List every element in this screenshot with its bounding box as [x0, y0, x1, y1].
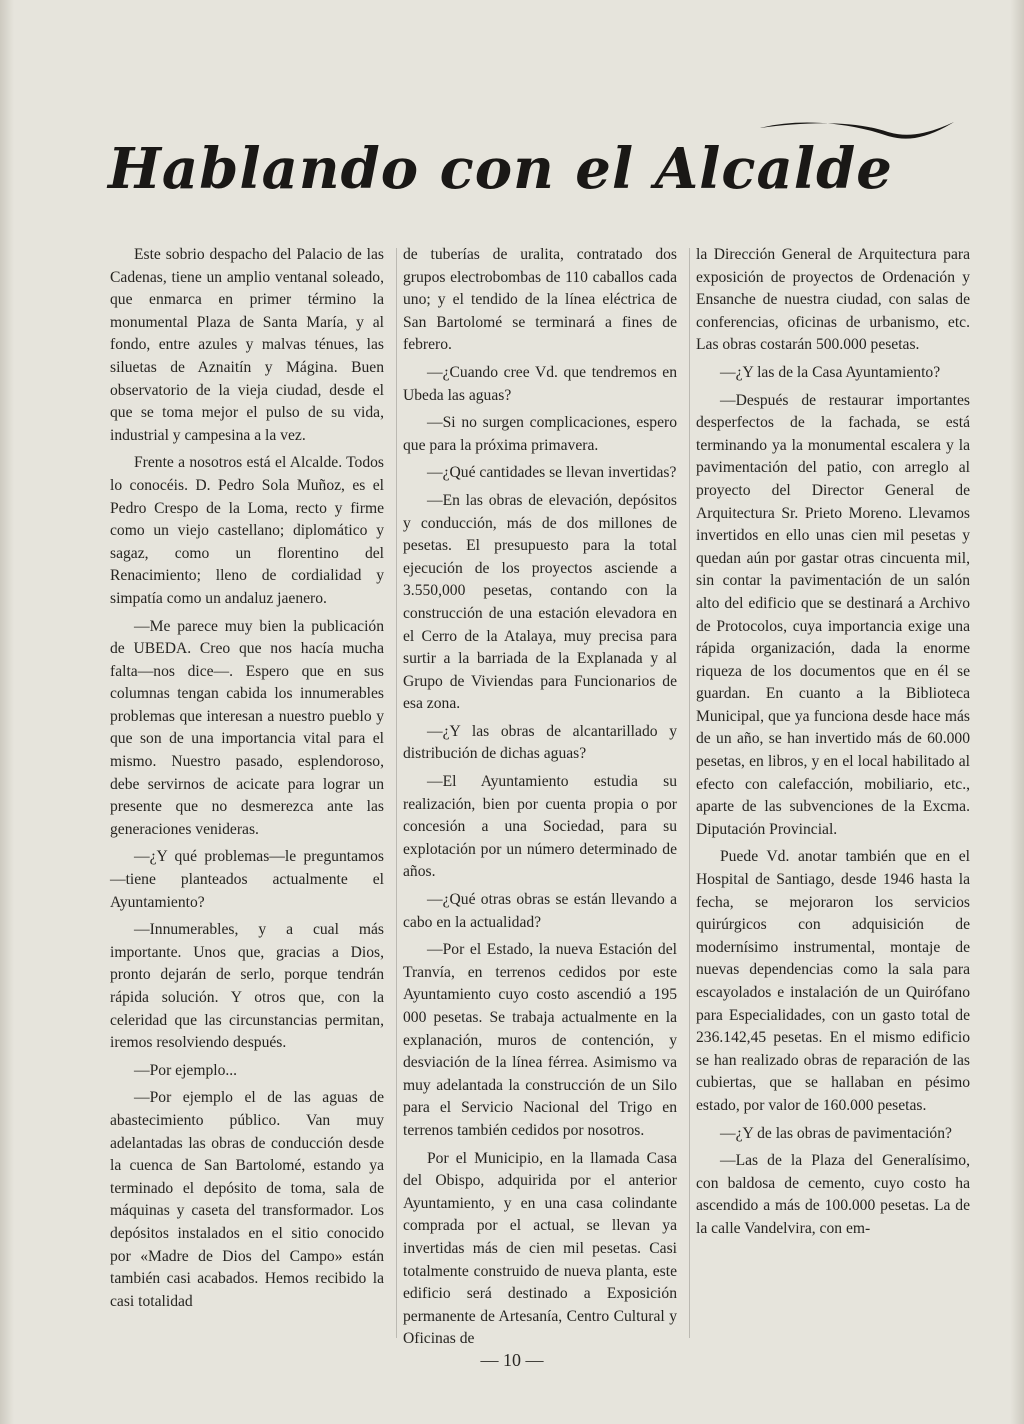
article-paragraph: —Por ejemplo el de las aguas de abastecimiento público. Van muy adelantadas las obras de conducción desde la cuenca de San Bartolomé, estando ya terminado el depósito de toma, sala de máquinas y caseta del transformador. Los depósitos instalados en el sitio conocido por «Madre de Dios del Campo» están también casi acabados. Hemos recibido la casi totalidad: [110, 1089, 384, 1310]
article-paragraph: —Por ejemplo...: [134, 1061, 238, 1079]
article-paragraph: —Las de la Plaza del Generalísimo, con baldosa de cemento, cuyo costo ha ascendido a más de 100.000 pesetas. La de la calle Vandelvira, con em-: [696, 1152, 970, 1237]
article-paragraph: —Si no surgen complicaciones, espero que para la próxima primavera.: [403, 414, 677, 454]
article-body: [110, 244, 970, 1348]
article-paragraph: —El Ayuntamiento estudia su realización, bien por cuenta propia o por concesión a una Sociedad, para su explotación por un número determinado de años.: [403, 773, 677, 881]
article-paragraph: —Por el Estado, la nueva Estación del Tranvía, en terrenos cedidos por este Ayuntamiento cuyo costo ascendió a 195 000 pesetas. Se trabaja actualmente en la explanación, muros de contención, y desviación de la línea férrea. Asimismo va muy adelantada la construcción de un Silo para el Servicio Nacional del Trigo en terrenos también cedidos por nosotros.: [403, 941, 677, 1139]
page-number: — 10 —: [480, 1350, 544, 1370]
article-paragraph: Por el Municipio, en la llamada Casa del Obispo, adquirida por el anterior Ayuntamiento, y en una casa colindante comprada por el actual, se llevan ya invertidas más de cien mil pesetas. Casi totalmente construido de nueva planta, este edificio será destinado a Exposición permanente de Artesanía, Centro Cultural y Oficinas de: [403, 1149, 677, 1348]
article-paragraph: —Me parece muy bien la publicación de UBEDA. Creo que nos hacía mucha falta—nos dice—. Espero que en sus columnas tengan cabida los innumerables problemas que interesan a nuestro pueblo y que son de una importancia vital para el mismo. Nuestro pasado, esplendoroso, debe servirnos de acicate para lograr un presente que no desmerezca ante las generaciones venideras.: [110, 617, 384, 838]
article-column-1: [110, 244, 384, 1334]
article-paragraph: —¿Qué otras obras se están llevando a cabo en la actualidad?: [403, 891, 677, 931]
article-paragraph: —¿Qué cantidades se llevan invertidas?: [427, 464, 677, 482]
page-edge-shadow-right: [1010, 0, 1024, 1424]
article-paragraph: —¿Y de las obras de pavimentación?: [720, 1124, 952, 1142]
decorative-swash-icon: [758, 108, 958, 148]
article-column-2: [403, 244, 677, 1348]
article-paragraph: —¿Cuando cree Vd. que tendremos en Ubeda las aguas?: [403, 363, 677, 404]
article-paragraph: la Dirección General de Arquitectura para exposición de proyectos de Ordenación y Ensanche de nuestra ciudad, con salas de conferencias, oficinas de urbanismo, etc. Las obras costarán 500.000 pesetas.: [696, 246, 970, 354]
article-paragraph: Este sobrio despacho del Palacio de las Cadenas, tiene un amplio ventanal soleado, que enmarca en primer término la monumental Plaza de Santa María, y al fondo, entre azules y malvas ténues, las siluetas de Aznaitín y Mágina. Buen observatorio de la vieja ciudad, desde el que se toma mejor el pulso de su vida, industrial y campesina a la vez.: [110, 246, 384, 444]
article-paragraph: —¿Y las de la Casa Ayuntamiento?: [720, 363, 941, 381]
article-paragraph: —Después de restaurar importantes desperfectos de la fachada, se está terminando ya la monumental escalera y la pavimentación del patio, con arreglo al proyecto del Director General de Arquitectura Sr. Prieto Moreno. Llevamos invertidos en ello unas cien mil pesetas y quedan aún por gastar otras cincuenta mil, sin contar la pavimentación de un salón alto del edificio que se destinará a Archivo de Protocolos, cuya importancia exige una rápida organización, dada la enorme riqueza de los documentos que en él se guardan. En cuanto a la Biblioteca Municipal, que ya funciona desde hace más de un año, se han invertido más de 60.000 pesetas, en libros, y en el local habilitado al efecto con calefacción, mobiliario, etc., aparte de las subvenciones de la Excma. Diputación Provincial.: [696, 391, 970, 838]
article-headline: Hablando con el Alcalde: [108, 135, 893, 202]
article-paragraph: —¿Y qué problemas—le preguntamos—tiene planteados actualmente el Ayuntamiento?: [110, 848, 384, 911]
article-paragraph: —Innumerables, y a cual más importante. Unos que, gracias a Dios, pronto dejarán de serlo, porque tendrán rápida solución. Y otros que, con la celeridad que las circunstancias permitan, iremos resolviendo después.: [110, 921, 384, 1052]
article-paragraph: —En las obras de elevación, depósitos y conducción, más de dos millones de pesetas. El presupuesto para la total ejecución de los proyectos asciende a 3.550,000 pesetas, contando con la construcción de una estación elevadora en el Cerro de la Atalaya, muy precisa para surtir a la barriada de la Explanada y al Grupo de Viviendas para Funcionarios de esa zona.: [403, 491, 677, 713]
article-paragraph: —¿Y las obras de alcantarillado y distribución de dichas aguas?: [403, 722, 677, 763]
article-paragraph: Puede Vd. anotar también que en el Hospital de Santiago, desde 1946 hasta la fecha, se mejoraron los servicios quirúrgicos con adquisición de modernísimo instrumental, montaje de nuevas dependencias como la sala para escayolados e instalación de un Quirófano para Especialidades, con un gasto total de 236.142,45 pesetas. En el mismo edificio se han realizado obras de reparación de las cubiertas, que se hallaban en pésimo estado, por valor de 160.000 pesetas.: [696, 848, 970, 1114]
article-paragraph: Frente a nosotros está el Alcalde. Todos lo conocéis. D. Pedro Sola Muñoz, es el Pedro Crespo de la Loma, recto y firme como un viejo castellano; diplomático y sagaz, como un florentino del Renacimiento; lleno de cordialidad y simpatía como un andaluz jaenero.: [110, 454, 384, 607]
page-edge-shadow-left: [0, 0, 14, 1424]
article-column-3: [696, 244, 970, 1334]
article-paragraph: de tuberías de uralita, contratado dos grupos electrobombas de 110 caballos cada uno; y el tendido de la línea eléctrica de San Bartolomé se terminará a fines de febrero.: [403, 246, 677, 354]
